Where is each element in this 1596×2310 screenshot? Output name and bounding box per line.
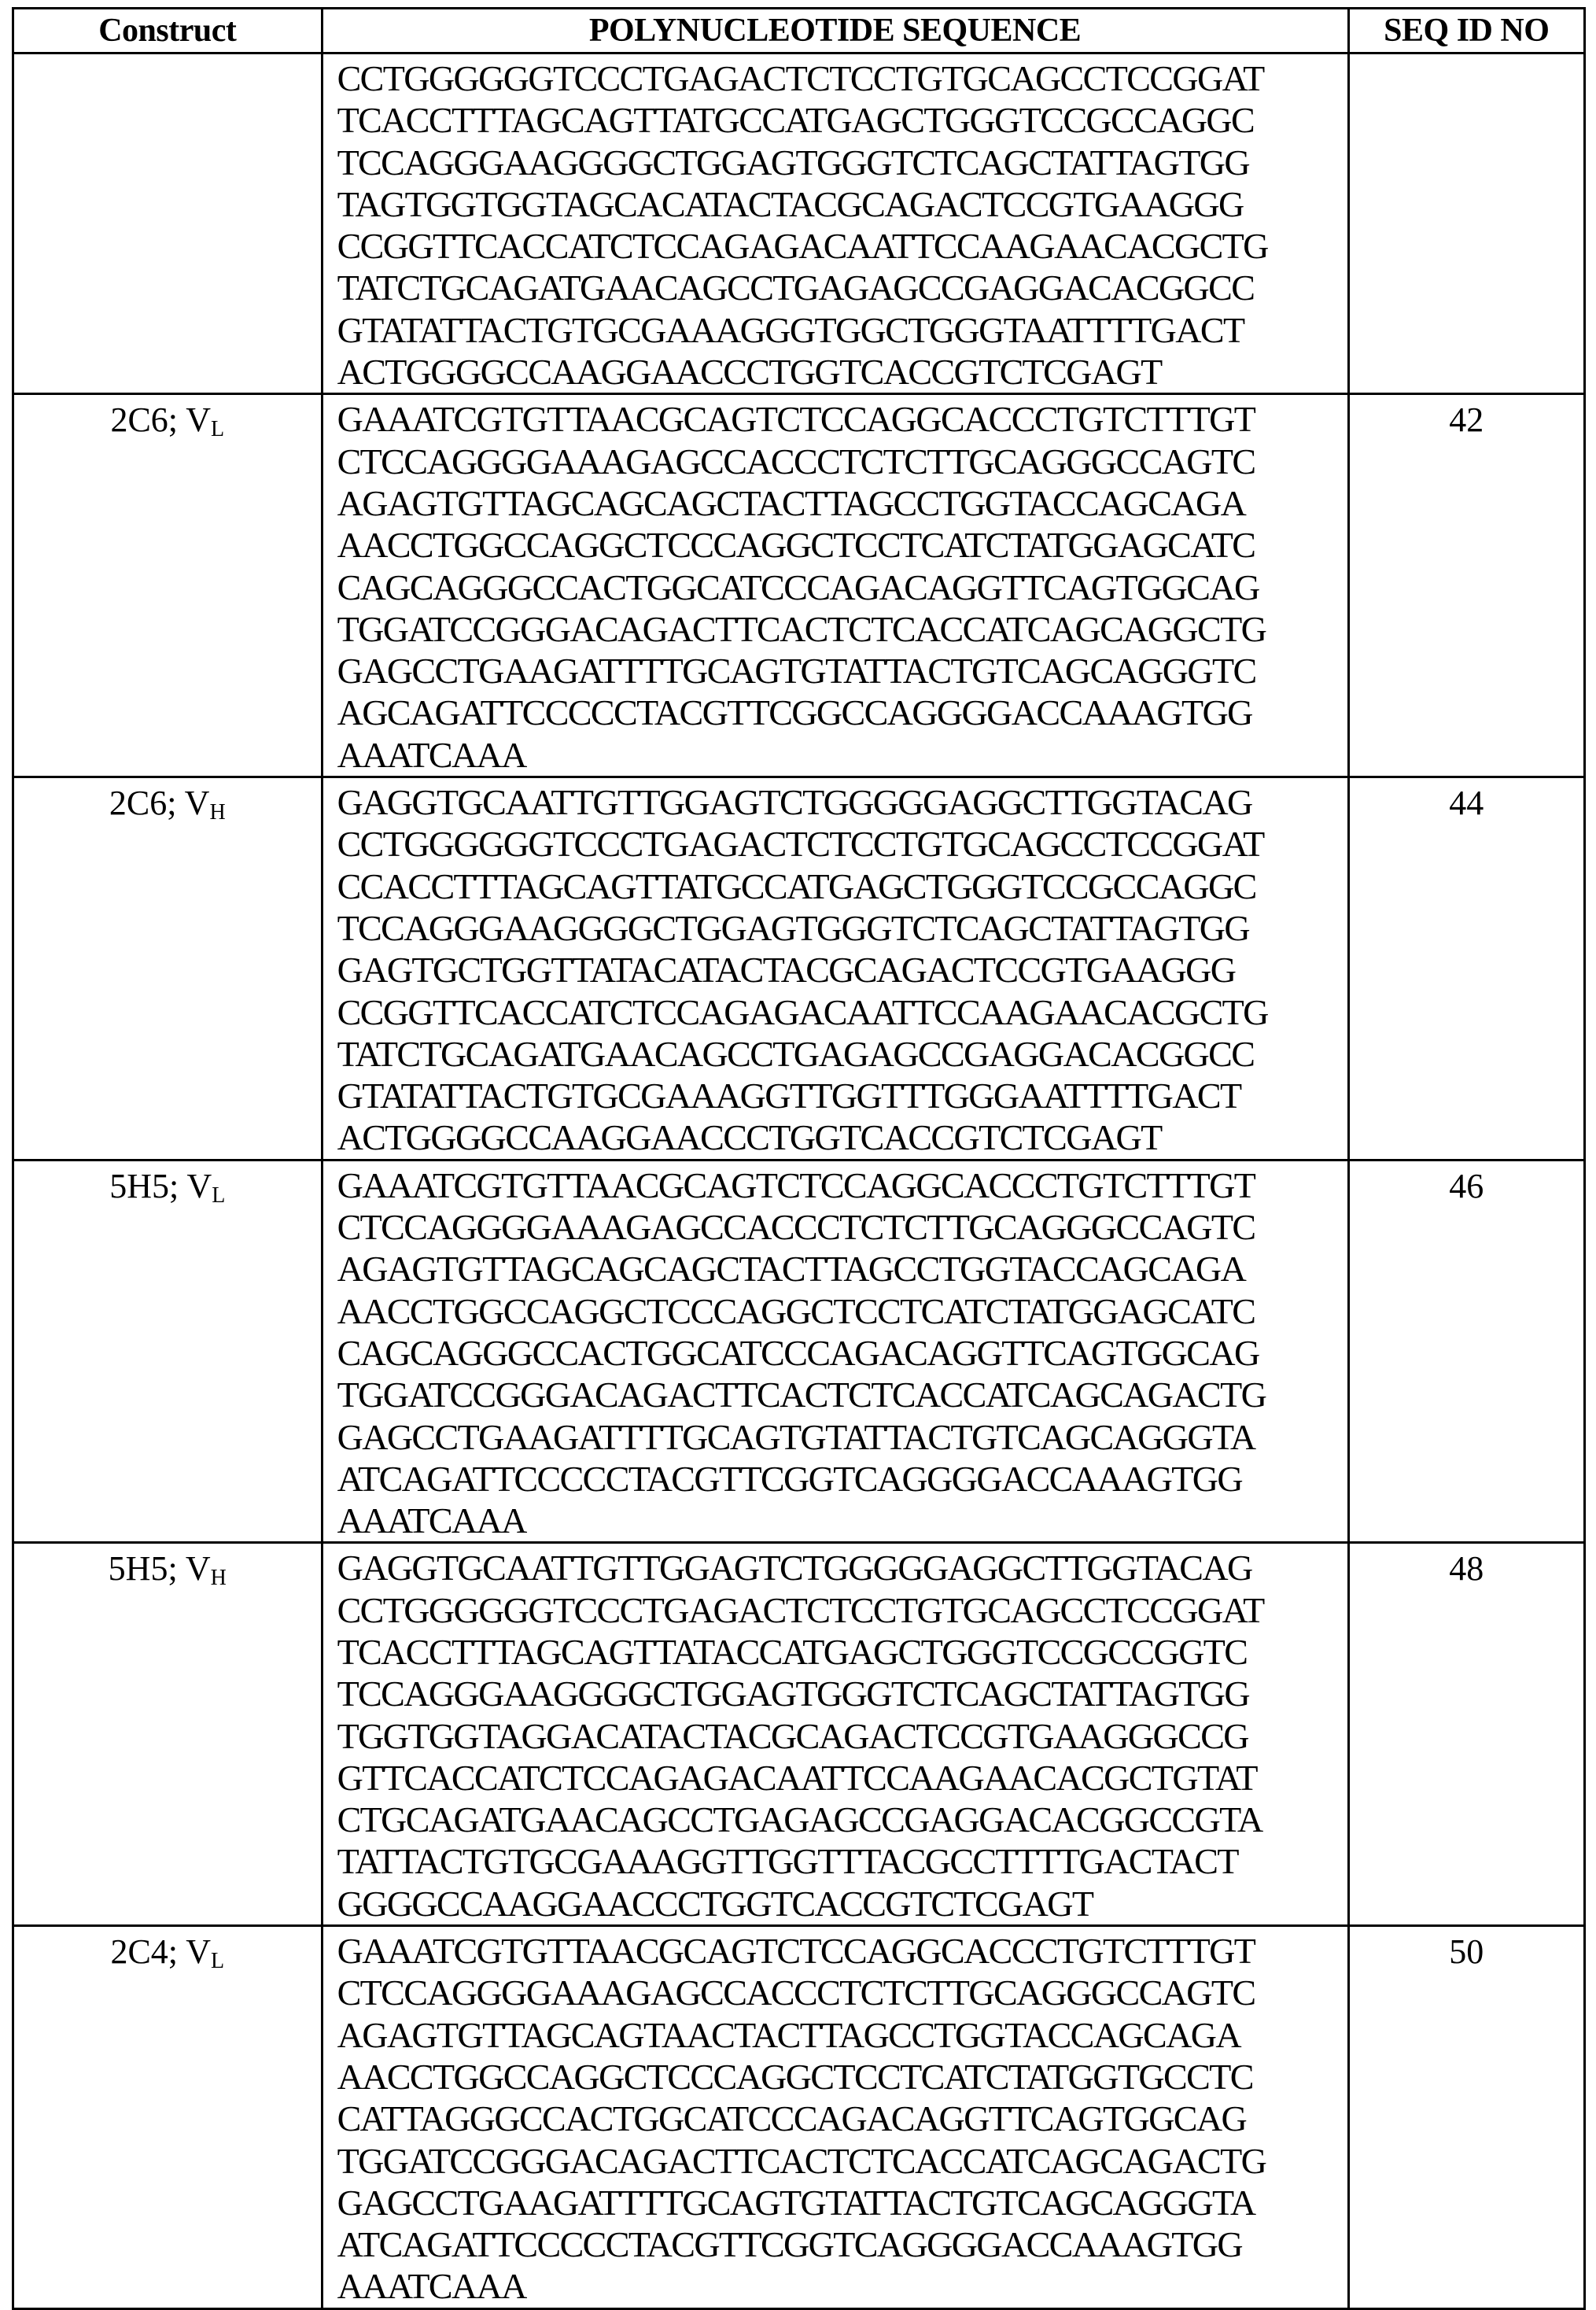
sequence-line: GTATATTACTGTGCGAAAGGTTGGTTTGGGAATTTTGACT: [337, 1075, 1347, 1116]
sequence-line: TCACCTTTAGCAGTTATGCCATGAGCTGGGTCCGCCAGGC: [337, 99, 1347, 141]
sequence-line: CCGGTTCACCATCTCCAGAGACAATTCCAAGAACACGCTG: [337, 991, 1347, 1033]
sequence-line: CCTGGGGGGTCCCTGAGACTCTCCTGTGCAGCCTCCGGAT: [337, 823, 1347, 865]
construct-name: 5H5; V: [109, 1549, 211, 1588]
sequence-line: TAGTGGTGGTAGCACATACTACGCAGACTCCGTGAAGGG: [337, 183, 1347, 225]
sequence-line: TATCTGCAGATGAACAGCCTGAGAGCCGAGGACACGGCC: [337, 267, 1347, 308]
sequence-line: GGGGCCAAGGAACCCTGGTCACCGTCTCGAGT: [337, 1883, 1347, 1924]
sequence-line: TGGTGGTAGGACATACTACGCAGACTCCGTGAAGGGCCG: [337, 1715, 1347, 1757]
sequence-line: CAGCAGGGCCACTGGCATCCCAGACAGGTTCAGTGGCAG: [337, 566, 1347, 608]
sequence-line: AGCAGATTCCCCCTACGTTCGGCCAGGGGACCAAAGTGG: [337, 692, 1347, 733]
header-seq-id: SEQ ID NO: [1348, 9, 1584, 54]
table-row: [13, 54, 1585, 394]
sequence-line: CCTGGGGGGTCCCTGAGACTCTCCTGTGCAGCCTCCGGAT: [337, 1589, 1347, 1631]
sequence-line: ACTGGGGCCAAGGAACCCTGGTCACCGTCTCGAGT: [337, 351, 1347, 393]
sequence-line: CTCCAGGGGAAAGAGCCACCCTCTCTTGCAGGGCCAGTC: [337, 1972, 1347, 2013]
seq-id-cell: 50: [1348, 1926, 1584, 2309]
sequence-line: GTATATTACTGTGCGAAAGGGTGGCTGGGTAATTTTGACT: [337, 309, 1347, 351]
construct-cell: [13, 394, 323, 777]
sequence-line: GAGCCTGAAGATTTTGCAGTGTATTACTGTCAGCAGGGTA: [337, 2182, 1347, 2223]
sequence-line: CCTGGGGGGTCCCTGAGACTCTCCTGTGCAGCCTCCGGAT: [337, 57, 1347, 99]
seq-id-cell: [1348, 54, 1584, 394]
sequence-table: [12, 7, 1586, 2310]
sequence-line: TGGATCCGGGACAGACTTCACTCTCACCATCAGCAGACTG: [337, 1374, 1347, 1415]
sequence-line: GAAATCGTGTTAACGCAGTCTCCAGGCACCCTGTCTTTGT: [337, 1164, 1347, 1206]
table-row: [13, 777, 1585, 1161]
sequence-line: GAAATCGTGTTAACGCAGTCTCCAGGCACCCTGTCTTTGT: [337, 1930, 1347, 1972]
sequence-line: GAGCCTGAAGATTTTGCAGTGTATTACTGTCAGCAGGGTC: [337, 650, 1347, 692]
sequence-line: AACCTGGCCAGGCTCCCAGGCTCCTCATCTATGGTGCCTC: [337, 2056, 1347, 2098]
sequence-line: AAATCAAA: [337, 1500, 1347, 1541]
sequence-line: TCCAGGGAAGGGGCTGGAGTGGGTCTCAGCTATTAGTGG: [337, 1673, 1347, 1714]
seq-id-cell: 46: [1348, 1160, 1584, 1543]
construct-cell: [13, 777, 323, 1161]
sequence-line: CTCCAGGGGAAAGAGCCACCCTCTCTTGCAGGGCCAGTC: [337, 1206, 1347, 1248]
construct-cell: [13, 54, 323, 394]
seq-id-cell: 42: [1348, 394, 1584, 777]
construct-cell: [13, 1926, 323, 2309]
seq-id-cell: 48: [1348, 1543, 1584, 1926]
header-row: [13, 9, 1585, 54]
sequence-line: GTTCACCATCTCCAGAGACAATTCCAAGAACACGCTGTAT: [337, 1757, 1347, 1799]
sequence-cell: [322, 777, 1348, 1161]
sequence-cell: [322, 1926, 1348, 2309]
sequence-line: TCCAGGGAAGGGGCTGGAGTGGGTCTCAGCTATTAGTGG: [337, 142, 1347, 183]
sequence-line: CTCCAGGGGAAAGAGCCACCCTCTCTTGCAGGGCCAGTC: [337, 441, 1347, 482]
sequence-line: GAGCCTGAAGATTTTGCAGTGTATTACTGTCAGCAGGGTA: [337, 1416, 1347, 1458]
table-row: [13, 394, 1585, 777]
sequence-line: AACCTGGCCAGGCTCCCAGGCTCCTCATCTATGGAGCATC: [337, 1290, 1347, 1332]
table-row: [13, 1160, 1585, 1543]
construct-cell: [13, 1160, 323, 1543]
chain-subscript: H: [209, 800, 225, 825]
sequence-cell: [322, 1160, 1348, 1543]
sequence-line: GAGTGCTGGTTATACATACTACGCAGACTCCGTGAAGGG: [337, 949, 1347, 991]
sequence-cell: [322, 394, 1348, 777]
chain-subscript: L: [211, 1949, 224, 1973]
construct-name: 2C4; V: [110, 1932, 211, 1971]
header-construct: Construct: [13, 9, 323, 54]
chain-subscript: L: [212, 1183, 225, 1208]
sequence-line: TCCAGGGAAGGGGCTGGAGTGGGTCTCAGCTATTAGTGG: [337, 907, 1347, 949]
sequence-line: TATTACTGTGCGAAAGGTTGGTTTACGCCTTTTGACTACT: [337, 1840, 1347, 1882]
sequence-line: ATCAGATTCCCCCTACGTTCGGTCAGGGGACCAAAGTGG: [337, 2223, 1347, 2265]
header-sequence: POLYNUCLEOTIDE SEQUENCE: [322, 9, 1348, 54]
sequence-line: ACTGGGGCCAAGGAACCCTGGTCACCGTCTCGAGT: [337, 1116, 1347, 1158]
sequence-line: TGGATCCGGGACAGACTTCACTCTCACCATCAGCAGACTG: [337, 2140, 1347, 2182]
construct-name: 2C6; V: [110, 400, 211, 439]
sequence-line: CAGCAGGGCCACTGGCATCCCAGACAGGTTCAGTGGCAG: [337, 1332, 1347, 1374]
sequence-line: AAATCAAA: [337, 2265, 1347, 2307]
sequence-line: CCGGTTCACCATCTCCAGAGACAATTCCAAGAACACGCTG: [337, 225, 1347, 267]
sequence-cell: [322, 54, 1348, 394]
chain-subscript: L: [211, 417, 224, 441]
sequence-line: TATCTGCAGATGAACAGCCTGAGAGCCGAGGACACGGCC: [337, 1033, 1347, 1075]
sequence-line: AACCTGGCCAGGCTCCCAGGCTCCTCATCTATGGAGCATC: [337, 524, 1347, 566]
sequence-line: AGAGTGTTAGCAGTAACTACTTAGCCTGGTACCAGCAGA: [337, 2014, 1347, 2056]
sequence-line: CCACCTTTAGCAGTTATGCCATGAGCTGGGTCCGCCAGGC: [337, 865, 1347, 907]
sequence-line: GAGGTGCAATTGTTGGAGTCTGGGGGAGGCTTGGTACAG: [337, 781, 1347, 823]
sequence-cell: [322, 1543, 1348, 1926]
table-row: [13, 1543, 1585, 1926]
sequence-line: GAGGTGCAATTGTTGGAGTCTGGGGGAGGCTTGGTACAG: [337, 1547, 1347, 1589]
construct-cell: [13, 1543, 323, 1926]
sequence-line: AGAGTGTTAGCAGCAGCTACTTAGCCTGGTACCAGCAGA: [337, 482, 1347, 524]
sequence-line: CTGCAGATGAACAGCCTGAGAGCCGAGGACACGGCCGTA: [337, 1799, 1347, 1840]
table-row: [13, 1926, 1585, 2309]
sequence-line: CATTAGGGCCACTGGCATCCCAGACAGGTTCAGTGGCAG: [337, 2098, 1347, 2139]
seq-id-cell: 44: [1348, 777, 1584, 1161]
sequence-line: TCACCTTTAGCAGTTATACCATGAGCTGGGTCCGCCGGTC: [337, 1631, 1347, 1673]
sequence-line: AGAGTGTTAGCAGCAGCTACTTAGCCTGGTACCAGCAGA: [337, 1248, 1347, 1290]
chain-subscript: H: [211, 1566, 227, 1590]
construct-name: 5H5; V: [109, 1167, 212, 1205]
construct-name: 2C6; V: [109, 784, 210, 822]
sequence-line: TGGATCCGGGACAGACTTCACTCTCACCATCAGCAGGCTG: [337, 608, 1347, 650]
sequence-line: GAAATCGTGTTAACGCAGTCTCCAGGCACCCTGTCTTTGT: [337, 398, 1347, 440]
sequence-line: ATCAGATTCCCCCTACGTTCGGTCAGGGGACCAAAGTGG: [337, 1458, 1347, 1500]
sequence-line: AAATCAAA: [337, 734, 1347, 776]
